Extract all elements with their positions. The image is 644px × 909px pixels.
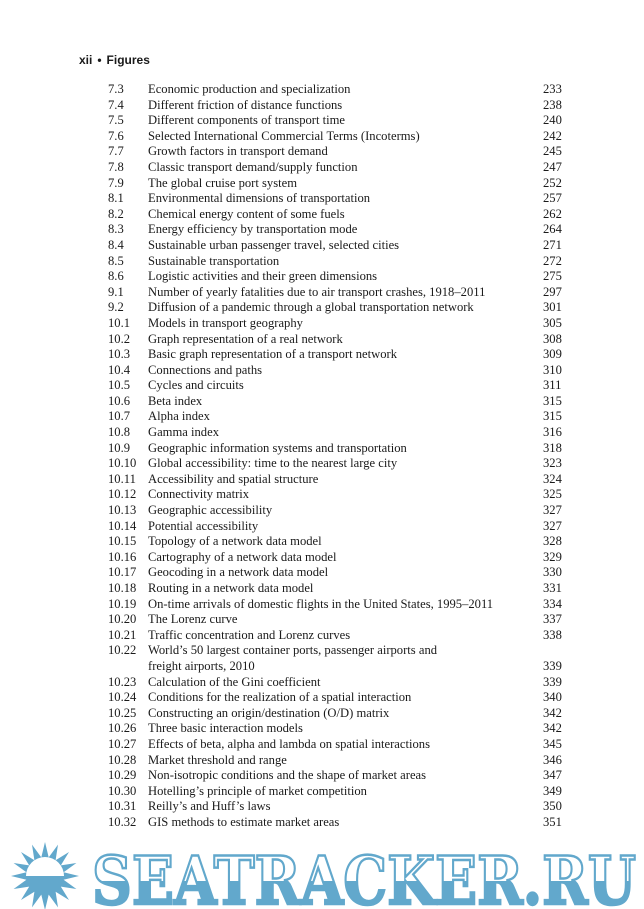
figure-page: 338 — [543, 627, 562, 642]
figure-page: 271 — [543, 237, 562, 252]
figure-number: 7.3 — [108, 82, 124, 96]
figure-entry — [0, 519, 644, 535]
figure-title: On-time arrivals of domestic flights in the United States, 1995–2011 — [148, 596, 494, 611]
running-header — [79, 53, 150, 67]
figure-number: 7.6 — [108, 128, 124, 143]
figure-number: 10.15 — [108, 534, 137, 549]
figure-number: 10.10 — [108, 456, 137, 471]
figure-number: 10.5 — [108, 378, 131, 393]
figure-entry — [0, 815, 644, 831]
figure-entry — [0, 160, 644, 176]
figure-number: 8.4 — [108, 237, 124, 252]
figure-title: Constructing an origin/destination (O/D) matrix — [148, 705, 390, 720]
figure-title: Chemical energy content of some fuels — [148, 206, 345, 221]
figure-page: 310 — [543, 362, 562, 377]
figure-title: Environmental dimensions of transportation — [148, 191, 371, 206]
figure-title: Models in transport geography — [148, 315, 303, 330]
figure-number: 7.7 — [108, 144, 124, 159]
figure-title: Alpha index — [148, 409, 210, 424]
figure-number: 10.20 — [108, 612, 137, 627]
figure-number: 10.24 — [108, 690, 137, 705]
figure-page: 272 — [543, 253, 562, 268]
figure-entry — [0, 222, 644, 238]
figure-entry — [0, 799, 644, 815]
figure-number: 10.9 — [108, 440, 131, 455]
figure-number: 10.29 — [108, 768, 137, 783]
figure-title: The Lorenz curve — [148, 612, 238, 627]
figure-page: 349 — [543, 783, 562, 798]
figure-page: 309 — [543, 347, 562, 362]
figure-number: 7.8 — [108, 159, 124, 174]
figure-page: 327 — [543, 518, 562, 533]
figure-number: 10.6 — [108, 393, 131, 408]
figure-page: 311 — [543, 378, 562, 393]
figure-entry — [0, 456, 644, 472]
figure-title: Conditions for the realization of a spatial interaction — [148, 690, 412, 705]
figure-page: 316 — [543, 425, 562, 440]
figure-title: Hotelling’s principle of market competition — [148, 783, 367, 798]
figure-entry — [0, 534, 644, 550]
figure-page: 346 — [543, 752, 562, 767]
figure-title: Cartography of a network data model — [148, 549, 337, 564]
figure-number: 10.30 — [108, 783, 137, 798]
figure-page: 275 — [543, 269, 562, 284]
figure-page: 308 — [543, 331, 562, 346]
figure-number: 7.9 — [108, 175, 124, 190]
figure-page: 347 — [543, 768, 562, 783]
figure-entry — [0, 721, 644, 737]
figure-number: 10.7 — [108, 409, 131, 424]
figure-entry — [0, 628, 644, 644]
figure-title: Selected International Commercial Terms (Incoterms) — [148, 128, 420, 143]
figure-title: Cycles and circuits — [148, 378, 244, 393]
figure-title: Sustainable transportation — [148, 253, 280, 268]
figure-number: 10.13 — [108, 503, 137, 518]
figure-title: Geocoding in a network data model — [148, 565, 329, 580]
figure-page: 339 — [543, 674, 562, 689]
figure-entry — [0, 176, 644, 192]
figure-entry — [0, 784, 644, 800]
figure-number: 8.2 — [108, 206, 124, 221]
figure-page: 323 — [543, 456, 562, 471]
figure-entry — [0, 347, 644, 363]
figure-number: 10.26 — [108, 721, 137, 736]
figure-title: Economic production and specialization — [148, 82, 351, 96]
figure-title: Gamma index — [148, 425, 219, 440]
figure-number: 10.21 — [108, 627, 137, 642]
figure-page: 334 — [543, 596, 562, 611]
figure-entry — [0, 753, 644, 769]
figure-title: Routing in a network data model — [148, 581, 314, 595]
figure-page: 331 — [543, 581, 562, 595]
figure-entry — [0, 238, 644, 254]
figure-entry-continued — [0, 659, 644, 675]
figure-title: Three basic interaction models — [148, 721, 303, 736]
figure-title: Global accessibility: time to the nearest large city — [148, 456, 398, 471]
figure-number: 10.14 — [108, 518, 137, 533]
figure-entry — [0, 332, 644, 348]
figure-number: 10.12 — [108, 487, 137, 502]
figure-number: 8.5 — [108, 253, 124, 268]
page-number: xii — [79, 53, 93, 67]
figure-page: 315 — [543, 409, 562, 424]
figure-title: Beta index — [148, 393, 203, 408]
figure-number: 10.28 — [108, 752, 137, 767]
figure-entry — [0, 690, 644, 706]
figure-title: Energy efficiency by transportation mode — [148, 222, 358, 237]
figure-page: 328 — [543, 534, 562, 549]
section-title: Figures — [106, 53, 150, 67]
figure-page: 305 — [543, 315, 562, 330]
figure-page: 339 — [543, 658, 562, 673]
figure-page: 340 — [543, 690, 562, 705]
figure-number: 10.31 — [108, 799, 137, 814]
figure-title: Logistic activities and their green dimensions — [148, 269, 378, 284]
figure-title: Potential accessibility — [148, 518, 259, 533]
figure-number: 10.22 — [108, 643, 137, 658]
sun-icon — [11, 842, 79, 909]
figure-page: 238 — [543, 97, 562, 112]
figure-entry — [0, 144, 644, 160]
figure-title: Traffic concentration and Lorenz curves — [148, 627, 351, 642]
figure-entry — [0, 363, 644, 379]
figure-title: World’s 50 largest container ports, passenger airports and — [148, 643, 438, 658]
figure-entry — [0, 98, 644, 114]
figure-title: Reilly’s and Huff’s laws — [148, 799, 271, 814]
figure-title: Growth factors in transport demand — [148, 144, 328, 159]
figure-entry — [0, 394, 644, 410]
figure-entry — [0, 612, 644, 628]
figure-title: GIS methods to estimate market areas — [148, 814, 340, 829]
figure-title: Calculation of the Gini coefficient — [148, 674, 321, 689]
figure-number: 7.5 — [108, 113, 124, 128]
figure-number: 10.17 — [108, 565, 137, 580]
figure-number: 10.32 — [108, 814, 137, 829]
figure-title: Geographic accessibility — [148, 503, 273, 518]
figure-number: 8.6 — [108, 269, 124, 284]
figure-title: Connections and paths — [148, 362, 263, 377]
figure-number: 10.19 — [108, 596, 137, 611]
figure-page: 242 — [543, 128, 562, 143]
figure-page: 342 — [543, 721, 562, 736]
figure-list — [0, 82, 644, 831]
figure-number: 9.1 — [108, 284, 124, 299]
figure-title: Effects of beta, alpha and lambda on spatial interactions — [148, 736, 430, 751]
figure-title: Graph representation of a real network — [148, 331, 343, 346]
figure-number: 9.2 — [108, 300, 124, 315]
figure-title: Accessibility and spatial structure — [148, 471, 319, 486]
figure-entry — [0, 207, 644, 223]
figure-title: The global cruise port system — [148, 175, 297, 190]
figure-entry — [0, 409, 644, 425]
figure-page: 325 — [543, 487, 562, 502]
figure-page: 318 — [543, 440, 562, 455]
figure-page: 327 — [543, 503, 562, 518]
figure-number: 10.1 — [108, 315, 131, 330]
figure-entry — [0, 191, 644, 207]
figure-number: 10.2 — [108, 331, 131, 346]
figure-entry — [0, 706, 644, 722]
figure-page: 350 — [543, 799, 562, 814]
figure-title: Different components of transport time — [148, 113, 346, 128]
figure-title: Topology of a network data model — [148, 534, 322, 549]
figure-page: 247 — [543, 159, 562, 174]
figure-entry — [0, 675, 644, 691]
figure-number: 10.27 — [108, 736, 137, 751]
figure-number: 10.3 — [108, 347, 131, 362]
figure-title: Basic graph representation of a transport network — [148, 347, 397, 362]
figure-page: 297 — [543, 284, 562, 299]
figure-page: 264 — [543, 222, 562, 237]
figure-title-continued: freight airports, 2010 — [148, 658, 255, 673]
figure-entry — [0, 285, 644, 301]
figure-entry — [0, 737, 644, 753]
figure-entry — [0, 565, 644, 581]
figure-number: 8.1 — [108, 191, 124, 206]
figure-page: 257 — [543, 191, 562, 206]
figure-number: 10.23 — [108, 674, 137, 689]
figure-title: Diffusion of a pandemic through a global transportation network — [148, 300, 474, 315]
figure-number: 10.18 — [108, 581, 137, 595]
figure-page: 342 — [543, 705, 562, 720]
figure-entry — [0, 113, 644, 129]
figure-title: Geographic information systems and transportation — [148, 440, 407, 455]
figure-number: 10.16 — [108, 549, 137, 564]
figure-number: 10.25 — [108, 705, 137, 720]
figure-number: 10.8 — [108, 425, 131, 440]
figure-page: 245 — [543, 144, 562, 159]
figure-title: Connectivity matrix — [148, 487, 250, 502]
figure-title: Non-isotropic conditions and the shape of market areas — [148, 768, 427, 783]
figure-page: 324 — [543, 471, 562, 486]
figure-page: 345 — [543, 736, 562, 751]
figure-page: 315 — [543, 393, 562, 408]
figure-entry — [0, 378, 644, 394]
watermark-logo — [0, 840, 644, 909]
figure-entry — [0, 129, 644, 145]
figure-entry — [0, 300, 644, 316]
figure-entry — [0, 597, 644, 613]
figure-entry — [0, 425, 644, 441]
figure-page: 252 — [543, 175, 562, 190]
figure-entry — [0, 643, 644, 659]
figure-page: 262 — [543, 206, 562, 221]
figure-page: 233 — [543, 82, 562, 96]
figure-number: 10.4 — [108, 362, 131, 377]
figure-entry — [0, 550, 644, 566]
figure-entry — [0, 254, 644, 270]
figure-entry — [0, 82, 644, 98]
figure-entry — [0, 316, 644, 332]
figure-title: Classic transport demand/supply function — [148, 159, 358, 174]
figure-entry — [0, 581, 644, 597]
figure-page: 330 — [543, 565, 562, 580]
figure-page: 329 — [543, 549, 562, 564]
figure-title: Different friction of distance functions — [148, 97, 343, 112]
figure-entry — [0, 441, 644, 457]
figure-title: Number of yearly fatalities due to air transport crashes, 1918–2011 — [148, 284, 486, 299]
watermark-text: SEATRACKER.RU — [92, 842, 636, 909]
figure-number: 7.4 — [108, 97, 124, 112]
figure-entry — [0, 472, 644, 488]
figure-page: 240 — [543, 113, 562, 128]
figure-entry — [0, 503, 644, 519]
figure-entry — [0, 269, 644, 285]
figure-number: 10.11 — [108, 471, 136, 486]
header-separator: • — [97, 53, 102, 67]
figure-title: Sustainable urban passenger travel, selected cities — [148, 237, 400, 252]
figure-page: 337 — [543, 612, 562, 627]
figure-title: Market threshold and range — [148, 752, 287, 767]
figure-entry — [0, 487, 644, 503]
figure-number: 8.3 — [108, 222, 124, 237]
figure-page: 351 — [543, 814, 562, 829]
figure-entry — [0, 768, 644, 784]
figure-page: 301 — [543, 300, 562, 315]
